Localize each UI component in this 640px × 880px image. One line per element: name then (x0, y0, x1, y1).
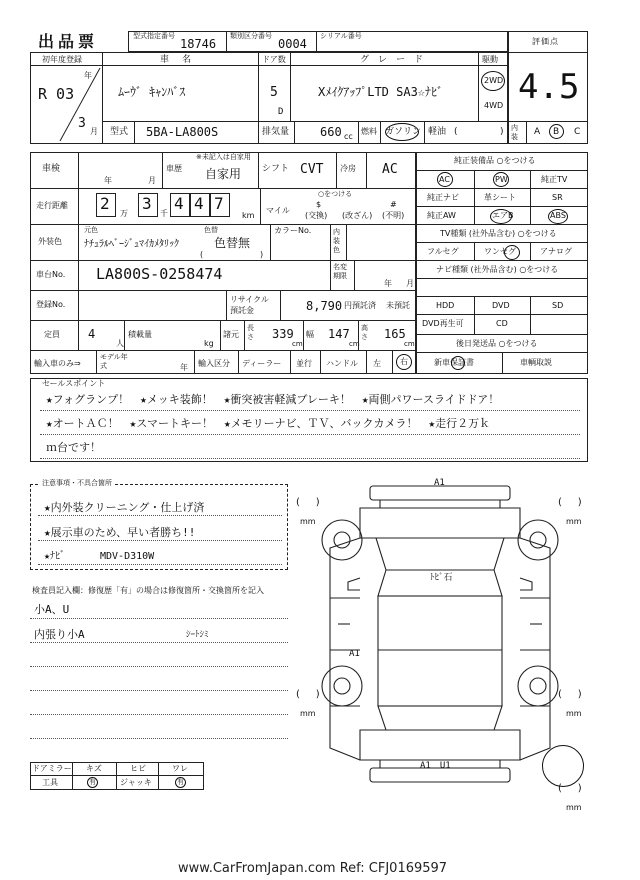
tire-rr-bracket: ( ) (558, 689, 582, 700)
color-number-label: カラーNo. (274, 226, 312, 235)
specs-label: 諸元 (223, 330, 239, 339)
equip-ac: AC (439, 175, 450, 184)
shift-value: CVT (300, 162, 324, 177)
equip-sr: SR (552, 193, 563, 202)
damage-windshield: ﾄﾋﾞ石 (430, 573, 453, 583)
model-year-suffix: 年 (180, 363, 188, 372)
import-dealer: ディーラー (242, 359, 282, 368)
import-parallel: 並行 (296, 359, 312, 368)
fuel-paren-open: ( (454, 127, 458, 137)
displacement-value: 660 (320, 125, 342, 139)
recycle-not-deposited: 未預託 (386, 301, 410, 310)
import-class-label: 輸入区分 (198, 359, 230, 368)
score-label: 評価点 (532, 37, 559, 46)
mileage-label: 走行距離 (36, 201, 68, 210)
mileage-digit-4: 4 (194, 194, 204, 213)
height-label: 高さ (361, 324, 368, 341)
reg-number-label: 登録No. (36, 300, 66, 309)
drive-2wd: 2WD (484, 76, 504, 85)
capacity-value: 4 (88, 327, 96, 341)
drive-label: 駆動 (482, 55, 498, 64)
class-label: 類別区分番号 (230, 32, 272, 40)
interior-color-label: 内装色 (333, 228, 340, 254)
spare-tire (542, 745, 584, 787)
name-change-year: 年 (384, 279, 392, 288)
first-reg-era: R 03 (38, 85, 75, 103)
interior-grade-a: A (534, 127, 541, 137)
equip-tv: 純正TV (541, 175, 568, 184)
first-reg-month-suffix: 月 (90, 127, 98, 136)
legend-door-mirror: ドアミラー (32, 764, 72, 773)
inspector-label: 検査員記入欄：修復歴「有」の場合は修復箇所・交換箇所を記入 (32, 586, 264, 595)
sales-line-3: ｍ台です！ (46, 441, 101, 454)
legend-jack: ジャッキ (120, 778, 152, 787)
interior-grade-label: 内装 (511, 124, 518, 141)
cooling-label: 冷房 (340, 164, 356, 173)
door-count-value: 5 (270, 85, 278, 100)
navi-sd: SD (552, 301, 564, 310)
sales-line-1: ★フォグランプ！ ★メッキ装飾！ ★衝突被害軽減ブレーキ！ ★両側パワースライドドア！ (46, 393, 500, 406)
recycle-unit: 円 (344, 301, 352, 310)
height-unit: cm (404, 340, 415, 348)
chassis-label: 車台No. (36, 270, 66, 279)
tire-fl-bracket: ( ) (296, 497, 320, 508)
use-history-value: 自家用 (205, 167, 242, 181)
fuel-diesel: 軽油 (428, 127, 447, 137)
paint-change-value: 色替無 (214, 236, 251, 250)
navi-type-label: ナビ種類 (社外品含む) ○をつける (436, 265, 559, 274)
tv-oneseg: ワンセグ (484, 247, 516, 256)
tv-analog: アナログ (540, 247, 572, 256)
tire-fl-unit: mm (300, 517, 316, 526)
damage-rear-bumper: A1 U1 (420, 761, 451, 771)
later-manual: 車輌取説 (520, 358, 552, 367)
load-label: 積載量 (128, 330, 152, 339)
use-history-note: ※未記入は自家用 (196, 153, 251, 161)
sales-line-2: ★オートＡＣ！ ★スマートキー！ ★メモリーナビ、ＴＶ、バックカメラ！ ★走行２万ｋ (46, 417, 491, 430)
notes-line-3-prefix: ★ﾅﾋﾞ (44, 551, 66, 562)
exterior-color-label: 外装色 (38, 237, 62, 246)
mileage-tampered: (改ざん) (342, 211, 373, 220)
mileage-exchange: (交換) (305, 211, 328, 220)
height-value: 165 (384, 327, 406, 341)
navi-cd: CD (496, 319, 508, 328)
legend-crack: ヒビ (130, 764, 146, 773)
name-change-month: 月 (406, 279, 414, 288)
tire-rl-bracket: ( ) (296, 689, 320, 700)
grade-label: グ レ ー ド (360, 55, 424, 65)
shift-label: シフト (262, 164, 290, 174)
sales-points-label: セールスポイント (42, 379, 106, 388)
length-unit: cm (292, 340, 303, 348)
tire-fr-unit: mm (566, 517, 582, 526)
recycle-value: 8,790 (306, 299, 343, 313)
recycle-label: リサイクル預託金 (230, 295, 269, 315)
mileage-unknown: (不明) (382, 211, 405, 220)
inspector-line-2-seat: ｼｰﾄｼﾐ (186, 630, 209, 640)
legend-scratch: キズ (86, 764, 102, 773)
drive-4wd: 4WD (484, 101, 504, 110)
chassis-value: LA800S-0258474 (96, 265, 223, 283)
equip-leather: 革シート (484, 193, 516, 202)
cooling-value: AC (382, 162, 398, 177)
sheet-title: 出品票 (38, 32, 99, 51)
mileage-digit-2: 3 (142, 194, 152, 213)
equip-navi: 純正ナビ (427, 193, 459, 202)
mileage-digit-3: 4 (174, 194, 184, 213)
legend-tool-yes: 有 (89, 778, 96, 786)
handle-right: 右 (400, 357, 408, 366)
tv-type-label: TV種類 (社外品含む) ○をつける (440, 229, 557, 238)
legend-jack-yes: 有 (177, 778, 184, 786)
use-history-label: 車歴 (166, 164, 182, 173)
mileage-digit-5: 7 (214, 194, 224, 213)
navi-dvd-play: DVD再生可 (422, 319, 464, 328)
fuel-label: 燃料 (361, 127, 377, 136)
inspector-line-1: 小A、U (34, 603, 70, 616)
navi-hdd: HDD (436, 301, 455, 310)
mileage-km: km (242, 211, 255, 220)
paint-change-label: 色替 (204, 226, 218, 234)
shaken-year: 年 (104, 176, 112, 185)
damage-left-side: A1 (349, 649, 360, 659)
handle-left: 左 (373, 359, 381, 368)
model-label: 型式 (110, 127, 129, 137)
original-color-label: 元色 (84, 226, 98, 234)
mileage-hash: # (390, 200, 397, 209)
equip-abs: ABS (550, 211, 566, 220)
notes-line-3-model: MDV-D310W (100, 551, 155, 562)
navi-dvd: DVD (492, 301, 510, 310)
paint-paren-open: ( (200, 250, 204, 259)
mileage-man: 万 (120, 209, 128, 218)
fuel-paren-close: ) (500, 127, 504, 137)
mileage-circle-note: ○をつける (318, 190, 353, 198)
paint-paren-close: ) (260, 250, 264, 259)
tire-rr-unit: mm (566, 709, 582, 718)
width-unit: cm (349, 340, 360, 348)
legend-tool: 工具 (42, 778, 58, 787)
length-label: 長さ (247, 324, 254, 341)
equip-aw: 純正AW (427, 211, 456, 220)
first-reg-month: 3 (78, 116, 86, 131)
tv-fullseg: フルセグ (427, 247, 459, 256)
door-count-label: ドア数 (262, 55, 286, 64)
shaken-month: 月 (148, 176, 156, 185)
damage-front-bumper: A1 (434, 478, 445, 488)
door-type-value: D (278, 107, 284, 117)
capacity-unit: 人 (116, 339, 124, 348)
grade-value: XﾒｲｸｱｯﾌﾟLTD SA3☆ﾅﾋﾞ (318, 85, 444, 99)
score-value: 4.5 (518, 67, 580, 107)
tire-spare-bracket: ( ) (558, 783, 582, 794)
load-unit: kg (204, 339, 214, 348)
import-label: 輸入車のみ⇒ (34, 359, 81, 368)
type-cert-label: 型式指定番号 (133, 32, 175, 40)
model-value: 5BA-LA800S (146, 125, 219, 139)
tire-fr-bracket: ( ) (558, 497, 582, 508)
tire-spare-unit: mm (566, 803, 582, 812)
displacement-label: 排気量 (262, 127, 290, 137)
later-warranty: 新車保証書 (434, 358, 474, 367)
car-name-value: ﾑｰｳﾞ ｷｬﾝﾊﾞｽ (118, 85, 186, 99)
first-reg-label: 初年度登録 (42, 55, 82, 64)
mileage-mile: マイル (266, 206, 290, 215)
footer-reference: www.CarFromJapan.com Ref: CFJ0169597 (178, 861, 448, 876)
interior-grade-b: B (553, 127, 560, 137)
inspector-line-2: 内張り小A (34, 628, 85, 641)
type-cert-value: 18746 (180, 37, 217, 51)
tire-rl-unit: mm (300, 709, 316, 718)
notes-line-1: ★内外装クリーニング・仕上げ済 (44, 501, 205, 514)
model-year-label: モデル年式 (100, 353, 128, 370)
name-change-label: 名変期限 (333, 263, 347, 280)
serial-label: シリアル番号 (320, 32, 362, 40)
legend-broken: ワレ (172, 764, 188, 773)
car-name-label: 車 名 (160, 55, 194, 65)
original-color-value: ﾅﾁｭﾗﾙﾍﾞｰｼﾞｭﾏｲｶﾒﾀﾘｯｸ (84, 239, 179, 250)
first-reg-year-suffix: 年 (84, 71, 92, 80)
genuine-equipment-label: 純正装備品 ○をつける (454, 156, 536, 165)
capacity-label: 定員 (44, 330, 60, 339)
later-shipment-label: 後日発送品 ○をつける (456, 339, 538, 348)
mileage-sen: 千 (160, 209, 168, 218)
handle-label: ハンドル (326, 359, 358, 368)
width-label: 幅 (306, 330, 314, 339)
mileage-dollar: $ (316, 200, 322, 209)
notes-line-2: ★展示車のため、早い者勝ち!! (44, 526, 196, 539)
displacement-unit: cc (344, 132, 353, 141)
mileage-digit-1: 2 (100, 194, 110, 213)
notes-label: 注意事項・不具合箇所 (42, 479, 112, 487)
equip-pw: PW (495, 175, 508, 184)
class-value: 0004 (278, 37, 307, 51)
width-value: 147 (328, 327, 350, 341)
length-value: 339 (272, 327, 294, 341)
fuel-gasoline: ガソリン (385, 127, 422, 137)
recycle-deposited: 預託済 (352, 301, 376, 310)
shaken-label: 車検 (42, 164, 61, 174)
interior-grade-c: C (574, 127, 581, 137)
equip-airbag: エアB (492, 211, 514, 220)
